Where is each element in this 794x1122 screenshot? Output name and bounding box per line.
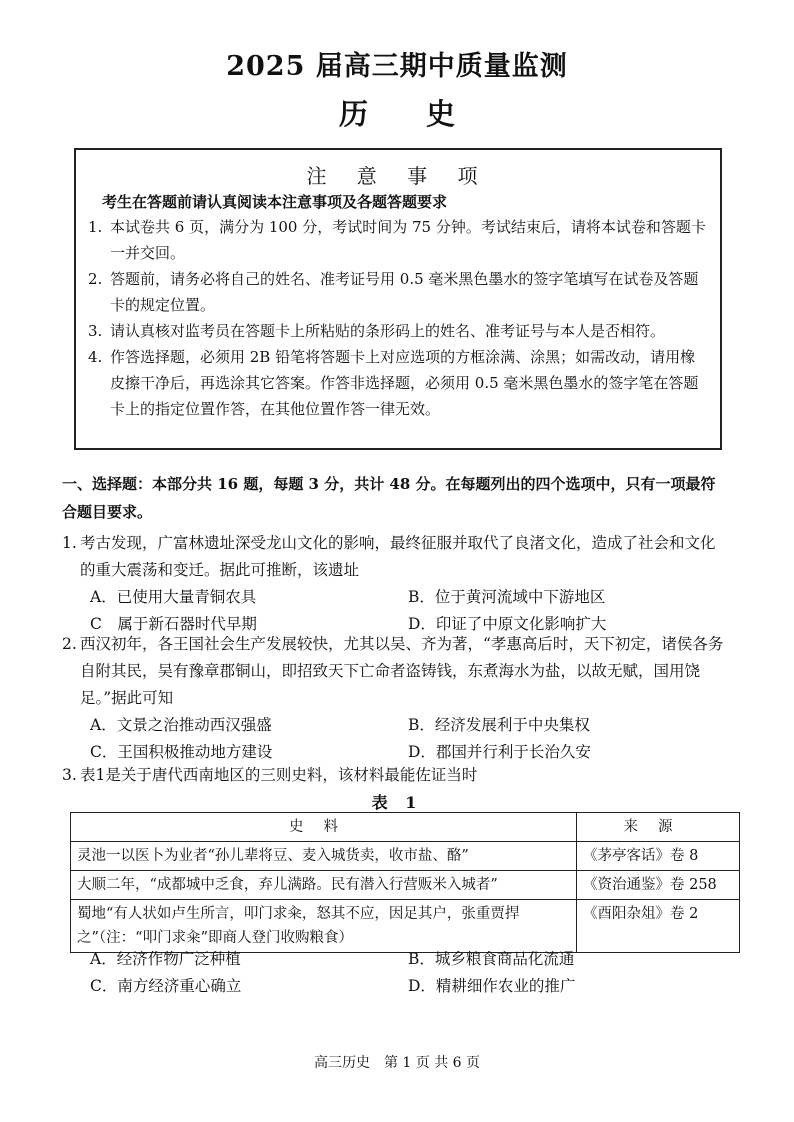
option-a: A．已使用大量青铜农具 [90,588,257,606]
notice-intro: 考生在答题前请认真阅读本注意事项及各题答题要求 [102,193,448,211]
question-1 [62,530,726,638]
table-cell: 《资治通鉴》卷 258 [577,871,740,900]
question-number: 2. [62,635,77,653]
option-c: C 属于新石器时代早期 [90,615,257,633]
table-cell: 《茅亭客话》卷 8 [577,842,740,871]
table-cell: 《酉阳杂俎》卷 2 [577,900,740,953]
option-b: B．位于黄河流域中下游地区 [408,588,606,606]
source-table [70,812,740,953]
notice-item-text: 请认真核对监考员在答题卡上所粘贴的条形码上的姓名、准考证号与本人是否相符。 [110,322,666,340]
option-a: A．经济作物广泛种植 [90,950,241,968]
exam-title: 2025 届高三期中质量监测 [226,51,568,82]
table-cell: 灵池一以医卜为业者“孙儿辈将豆、麦入城货卖，收市盐、酪” [71,842,577,871]
notice-item-text: 作答选择题，必须用 2B 铅笔将答题卡上对应选项的方框涂满、涂黑；如需改动，请用橡皮擦干净后，再选涂其它答案。作答非选择题，必须用 0.5 毫米黑色墨水的签字笔在答题卡上的指定位置作答，在其他位置作答一律无效。 [110,348,699,418]
page-footer: 高三历史 第 1 页 共 6 页 [313,1055,481,1071]
option-d: D．精耕细作农业的推广 [408,977,576,995]
question-number: 1. [62,534,77,552]
question-stem: 表1是关于唐代西南地区的三则史料，该材料最能佐证当时 [80,766,478,784]
question-3 [62,762,726,789]
table-row [71,871,740,900]
question-3-options [62,946,726,1000]
question-stem: 考古发现，广富林遗址深受龙山文化的影响，最终征服并取代了良渚文化，造成了社会和文化的重大震荡和变迁。据此可推断，该遗址 [80,534,716,579]
table-cell: 大顺二年，“成都城中乏食，弃儿满路。民有潜入行营贩米入城者” [71,871,577,900]
option-d: D．印证了中原文化影响扩大 [408,615,607,633]
notice-box [74,148,722,450]
question-number: 3. [62,766,77,784]
section-heading: 一、选择题：本部分共 16 题，每题 3 分，共计 48 分。在每题列出的四个选项中，只有一项最符合题目要求。 [62,475,716,521]
subject-title: 历 史 [338,97,480,131]
option-b: B．经济发展利于中央集权 [408,716,590,734]
option-a: A．文景之治推动西汉强盛 [90,716,272,734]
notice-item-num: 2. [88,270,103,288]
table-header: 来源 [577,813,740,842]
notice-item-text: 答题前，请务必将自己的姓名、准考证号用 0.5 毫米黑色墨水的签字笔填写在试卷及答题卡的规定位置。 [110,270,699,314]
notice-title: 注 意 事 项 [306,164,490,188]
notice-item-num: 3. [88,322,103,340]
table-header: 史料 [71,813,577,842]
notice-item [88,318,708,344]
table-caption: 表 1 [371,793,423,812]
notice-item [88,266,708,318]
option-b: B．城乡粮食商品化流通 [408,950,575,968]
notice-item-num: 4. [88,348,103,366]
option-c: C．王国积极推动地方建设 [90,743,273,761]
table-row [71,842,740,871]
question-stem: 西汉初年，各王国社会生产发展较快，尤其以吴、齐为著，“孝惠高后时，天下初定，诸侯各务自附其民，吴有豫章郡铜山，即招致天下亡命者盗铸钱，东煮海水为盐，以故无赋，国用饶足。”据此可知 [80,635,724,707]
notice-item [88,344,708,422]
table-cell: 蜀地“有人状如卢生所言，叩门求籴，怒其不应，因足其户，张重贾捍之”（注：“叩门求籴”即商人登门收购粮食） [71,900,577,953]
notice-item-num: 1. [88,218,103,236]
option-d: D．郡国并行利于长治久安 [408,743,591,761]
option-c: C．南方经济重心确立 [90,977,242,995]
notice-item-text: 本试卷共 6 页，满分为 100 分，考试时间为 75 分钟。考试结束后，请将本试卷和答题卡一并交回。 [110,218,706,262]
notice-item [88,214,708,266]
table-row [71,900,740,953]
table-header-row [71,813,740,842]
question-2 [62,631,726,766]
